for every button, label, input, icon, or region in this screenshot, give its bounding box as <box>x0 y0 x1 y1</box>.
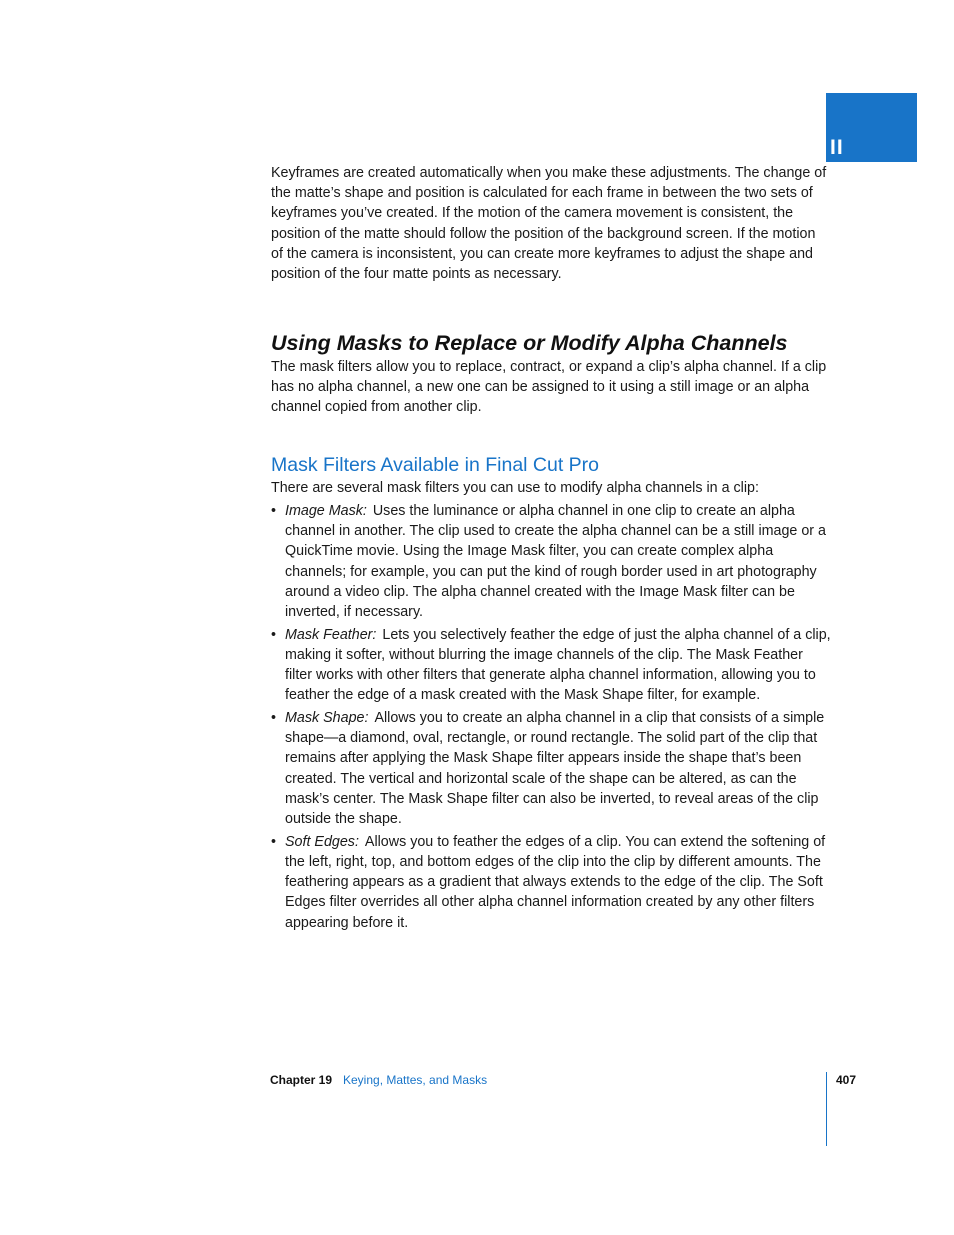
bullet-icon: • <box>271 710 277 727</box>
filter-description: Allows you to create an alpha channel in a clip that consists of a simple shape—a diamond, oval, rectangle, or round rectangle. The solid part of the clip that remains after applying the Mask Shape filter appears inside the shape that’s been created. The vertical and horizontal scale of the shape can be altered, as can the mask’s center. The Mask Shape filter can also be inverted, to reveal areas of the clip outside the shape. <box>285 710 825 828</box>
filter-description: Allows you to feather the edges of a clip. You can extend the softening of the left, right, top, and bottom edges of the clip into the clip by different amounts. The feathering appears as a gradient that always extends to the edge of the clip. The Soft Edges filter overrides all other alpha channel information created by any other filters appearing before it. <box>285 833 826 931</box>
part-tab <box>826 93 917 162</box>
filter-term: Soft Edges: <box>285 833 359 850</box>
filter-description: Uses the luminance or alpha channel in one clip to create an alpha channel in another. The clip used to create the alpha channel can be a still image or a QuickTime movie. Using the Image Mask filter, you can create complex alpha channels; for example, you can put the kind of rough border used in art photography around a video clip. The alpha channel created with the Image Mask filter can be inverted, if necessary. <box>285 503 826 621</box>
bullet-icon: • <box>271 626 277 643</box>
bullet-icon: • <box>271 833 277 850</box>
section-body: The mask filters allow you to replace, contract, or expand a clip’s alpha channel. If a clip has no alpha channel, a new one can be assigned to it using a still image or an alpha channel copied from another clip. <box>271 359 827 416</box>
page-number: 407 <box>836 1073 857 1087</box>
bullet-icon: • <box>271 503 277 519</box>
intro-paragraph: Keyframes are created automatically when you make these adjustments. The change of the matte’s shape and position is calculated for each frame in between the two sets of keyframes you’ve created. If the motion of the camera movement is consistent, the position of the matte should follow the position of the background screen. If the motion of the camera is inconsistent, you can create more keyframes to adjust the shape and position of the four matte points as necessary. <box>271 165 827 283</box>
filter-description: Lets you selectively feather the edge of just the alpha channel of a clip, making it softer, without blurring the image channels of the clip. The Mask Feather filter works with other filters that generate alpha channel information, allowing you to feather the edge of a mask created with the Mask Shape filter, for example. <box>285 626 831 704</box>
filter-term: Mask Feather: <box>285 626 377 643</box>
list-item-mask-feather <box>271 625 831 706</box>
footer-divider <box>826 1072 827 1146</box>
mask-filter-list <box>271 501 831 935</box>
list-item-image-mask <box>271 501 831 622</box>
part-tab-label: II <box>830 136 844 159</box>
footer-chapter-label: Chapter 19 <box>270 1073 333 1087</box>
subsection-intro: There are several mask filters you can use to modify alpha channels in a clip: <box>271 480 759 496</box>
subsection-heading: Mask Filters Available in Final Cut Pro <box>271 454 600 476</box>
section-heading: Using Masks to Replace or Modify Alpha Channels <box>271 331 788 355</box>
list-item-soft-edges <box>271 832 831 933</box>
filter-term: Mask Shape: <box>285 710 369 727</box>
footer-chapter-title: Keying, Mattes, and Masks <box>343 1073 488 1087</box>
list-item-mask-shape <box>271 708 831 829</box>
filter-term: Image Mask: <box>285 503 367 519</box>
